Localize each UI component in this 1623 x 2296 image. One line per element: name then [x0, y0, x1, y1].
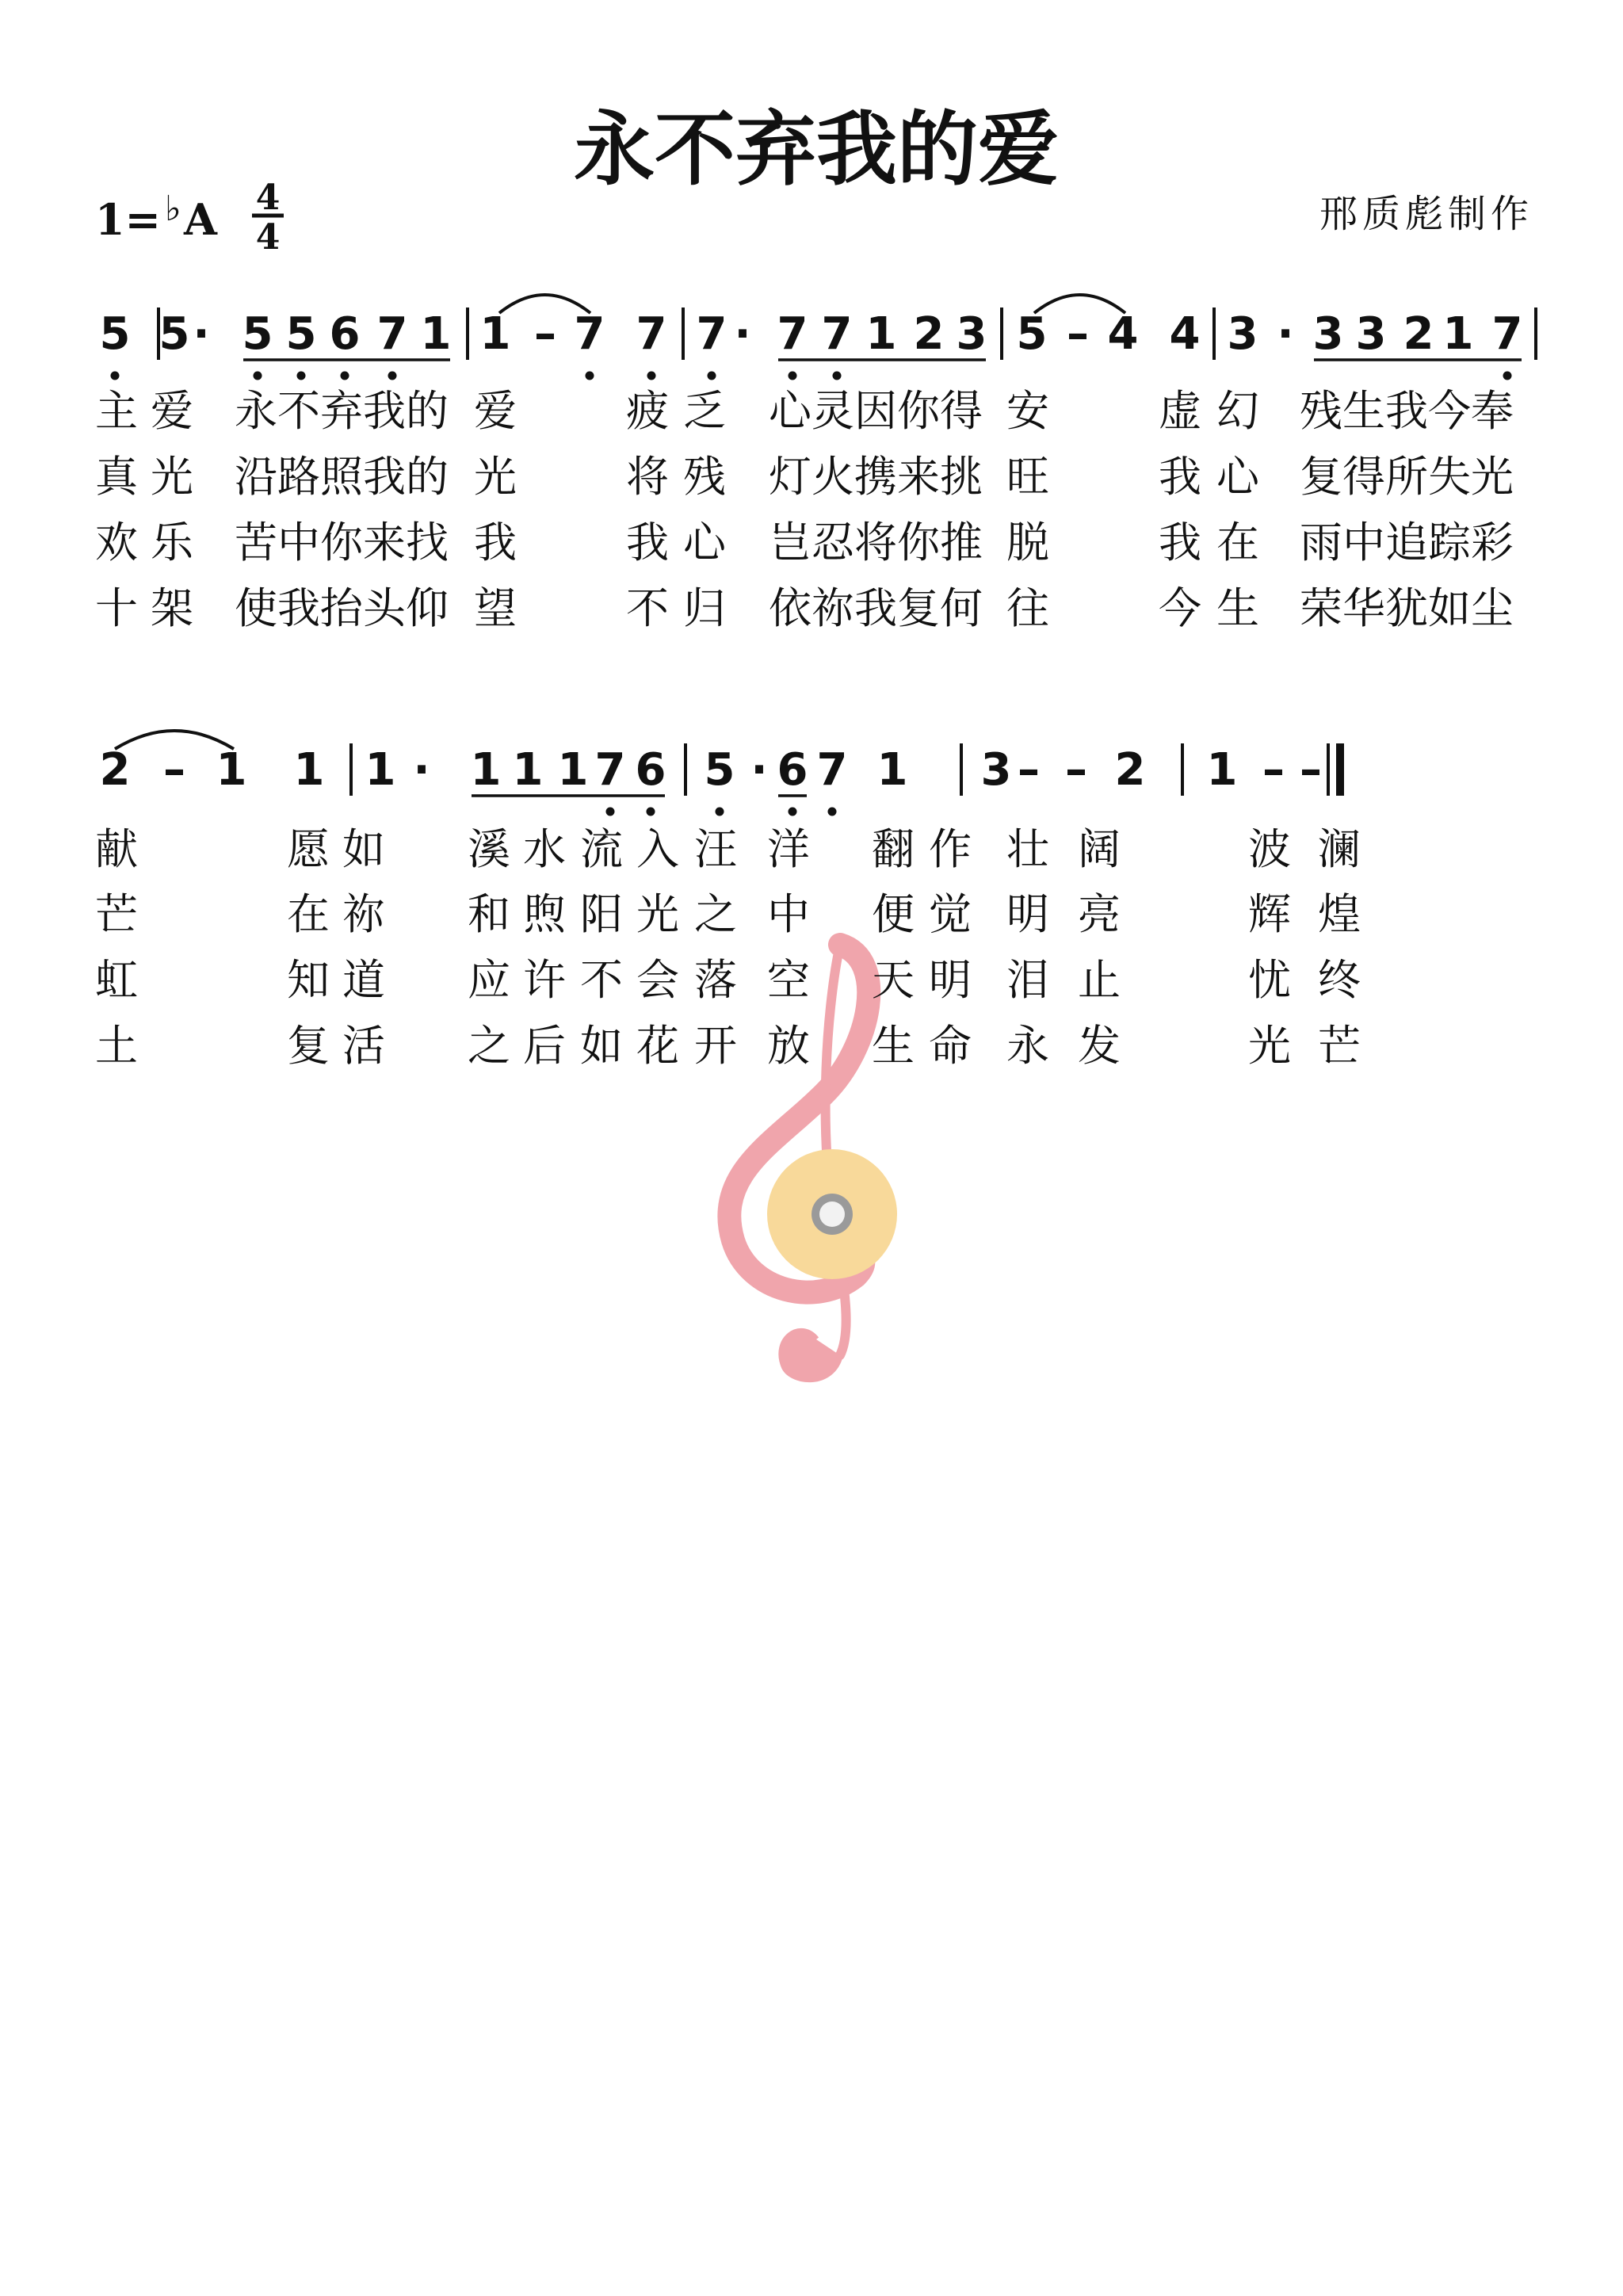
lyric-syllable: 愿 [287, 824, 330, 874]
lyric-syllable: 发 [1078, 1021, 1121, 1071]
note: 6 [329, 308, 361, 360]
lyric-syllable: 如 [342, 824, 385, 874]
lyric-syllable: 幻 [1216, 386, 1259, 436]
lyric-syllable: 光 [474, 452, 517, 502]
treble-clef-cd-icon [729, 945, 897, 1379]
lyric-syllable: 归 [683, 583, 726, 633]
low-octave-dot [586, 372, 594, 380]
note: 1 [216, 744, 247, 796]
note: 5 [158, 308, 190, 360]
lyric-syllable: 如 [580, 1021, 623, 1071]
note: 3 [1227, 308, 1258, 360]
lyric-syllable: 不 [580, 955, 623, 1005]
note: 2 [1403, 308, 1434, 360]
lyric-syllable: 煌 [1318, 889, 1361, 939]
dash-extension: – [1262, 744, 1285, 796]
lyric-syllable: 汪 [694, 824, 737, 874]
lyric-syllable: 十 [95, 583, 138, 633]
lyric-syllable: 土 [95, 1021, 138, 1071]
note: 7 [821, 308, 853, 360]
time-top: 4 [255, 178, 281, 218]
note: 1 [420, 308, 452, 360]
lyric-syllable: 永 [1006, 1021, 1049, 1071]
lyric-syllable: 澜 [1318, 824, 1361, 874]
lyric-syllable: 爱 [474, 386, 517, 436]
notation-line-2 [100, 731, 1344, 816]
note: 1 [512, 744, 544, 796]
lyric-syllable: 献 [95, 824, 138, 874]
note: 7 [816, 744, 848, 796]
low-octave-dot [606, 808, 615, 816]
lyric-syllable: 依祢我复何 [769, 583, 983, 633]
lyric-syllable: 祢 [342, 889, 385, 939]
note: 5 [99, 308, 131, 360]
lyric-syllable: 苦中你来找 [235, 518, 449, 567]
low-octave-dot [341, 372, 349, 380]
note: 2 [913, 308, 945, 360]
note: 1 [470, 744, 502, 796]
low-octave-dot [388, 372, 397, 380]
note: 3 [956, 308, 987, 360]
note: 1 [557, 744, 589, 796]
note: 5 [285, 308, 317, 360]
note: 1 [479, 308, 511, 360]
note: 1 [876, 744, 908, 796]
note: 5 [242, 308, 273, 360]
low-octave-dot [789, 808, 797, 816]
lyric-syllable: 不 [626, 583, 669, 633]
key-prefix: 1= [95, 194, 161, 245]
lyric-syllable: 后 [523, 1021, 566, 1071]
note: 6 [635, 744, 666, 796]
lyric-syllable: 许 [523, 955, 566, 1005]
note: 1 [865, 308, 897, 360]
lyric-syllable: 道 [342, 955, 385, 1005]
lyric-syllable: 忧 [1248, 955, 1291, 1005]
lyric-syllable: 波 [1248, 824, 1291, 874]
lyric-syllable: 疲 [626, 386, 669, 436]
time-bottom: 4 [255, 217, 281, 258]
low-octave-dot [254, 372, 262, 380]
lyric-syllable: 生 [1216, 583, 1259, 633]
lyric-syllable: 残生我今奉 [1300, 386, 1514, 436]
lyric-syllable: 今 [1159, 583, 1201, 633]
note: 7 [696, 308, 727, 360]
low-octave-dot [716, 808, 724, 816]
lyric-syllable: 生 [872, 1021, 915, 1071]
low-octave-dot [1503, 372, 1512, 380]
lyric-syllable: 辉 [1248, 889, 1291, 939]
lyrics-block-2 [95, 824, 1361, 1071]
lyric-syllable: 光 [1248, 1021, 1291, 1071]
lyric-syllable: 命 [929, 1021, 972, 1071]
dash-extension: – [1065, 744, 1087, 796]
lyric-syllable: 光 [636, 889, 679, 939]
flat-sign: ♭ [165, 189, 181, 229]
lyric-syllable: 入 [636, 824, 679, 874]
lyric-syllable: 觉 [929, 889, 972, 939]
notation-line-1 [100, 295, 1536, 380]
note: 2 [99, 744, 131, 796]
note: 7 [574, 308, 605, 360]
note: 7 [777, 308, 808, 360]
lyric-syllable: 泪 [1006, 955, 1049, 1005]
lyric-syllable: 光 [151, 452, 193, 502]
song-title: 永不弃我的爱 [574, 103, 1059, 197]
lyric-syllable: 虚 [1159, 386, 1201, 436]
lyric-syllable: 沿路照我的 [235, 452, 449, 502]
dash-extension: – [1067, 308, 1089, 360]
lyric-syllable: 心 [1216, 452, 1259, 502]
lyric-syllable: 芒 [95, 889, 138, 939]
lyric-syllable: 在 [287, 889, 330, 939]
lyric-syllable: 安 [1006, 386, 1049, 436]
low-octave-dot [111, 372, 120, 380]
lyric-syllable: 旺 [1006, 452, 1049, 502]
low-octave-dot [708, 372, 716, 380]
note: 3 [1312, 308, 1344, 360]
note: 6 [777, 744, 808, 796]
lyric-syllable: 使我抬头仰 [235, 583, 449, 633]
lyric-syllable: 将 [626, 452, 669, 502]
lyric-syllable: 乐 [151, 518, 193, 567]
lyric-syllable: 阔 [1078, 824, 1121, 874]
lyric-syllable: 我 [626, 518, 669, 567]
key-signature [95, 189, 218, 245]
lyric-syllable: 洋 [767, 824, 810, 874]
lyrics-block-1 [95, 386, 1514, 633]
lyric-syllable: 翻 [872, 824, 915, 874]
lyric-syllable: 明 [929, 955, 972, 1005]
lyric-syllable: 脱 [1006, 518, 1049, 567]
low-octave-dot [789, 372, 797, 380]
dash-extension: – [163, 744, 185, 796]
dash-extension: – [1018, 744, 1040, 796]
lyric-syllable: 荣华犹如尘 [1300, 583, 1514, 633]
lyric-syllable: 我 [1159, 452, 1201, 502]
arranger-credit: 邢质彪制作 [1319, 192, 1533, 236]
final-barline-thick [1336, 743, 1344, 796]
lyric-syllable: 阳 [580, 889, 623, 939]
lyric-syllable: 亮 [1078, 889, 1121, 939]
dot-extension: · [1277, 308, 1294, 360]
lyric-syllable: 心 [683, 518, 726, 567]
lyric-syllable: 会 [636, 955, 679, 1005]
lyric-syllable: 主 [95, 386, 138, 436]
lyric-syllable: 水 [523, 824, 566, 874]
note: 1 [293, 744, 325, 796]
note: 7 [636, 308, 667, 360]
note: 2 [1114, 744, 1146, 796]
lyric-syllable: 花 [636, 1021, 679, 1071]
dot-extension: · [734, 308, 751, 360]
lyric-syllable: 灯火携来挑 [769, 452, 983, 502]
lyric-syllable: 煦 [523, 889, 566, 939]
lyric-syllable: 我 [474, 518, 517, 567]
lyric-syllable: 复得所失光 [1300, 452, 1514, 502]
lyric-syllable: 落 [694, 955, 737, 1005]
note: 4 [1107, 308, 1139, 360]
lyric-syllable: 心灵因你得 [769, 386, 983, 436]
lyric-syllable: 永不弃我的 [235, 386, 449, 436]
note: 3 [1355, 308, 1387, 360]
lyric-syllable: 壮 [1006, 824, 1049, 874]
lyric-syllable: 活 [342, 1021, 385, 1071]
dash-extension: – [534, 308, 556, 360]
lyric-syllable: 开 [694, 1021, 737, 1071]
lyric-syllable: 便 [872, 889, 915, 939]
lyric-syllable: 中 [767, 889, 810, 939]
lyric-syllable: 爱 [151, 386, 193, 436]
lyric-syllable: 复 [287, 1021, 330, 1071]
time-signature [252, 178, 284, 258]
note: 7 [1491, 308, 1523, 360]
lyric-syllable: 流 [580, 824, 623, 874]
lyric-syllable: 之 [694, 889, 737, 939]
lyric-syllable: 在 [1216, 518, 1259, 567]
lyric-syllable: 望 [474, 583, 517, 633]
lyric-syllable: 空 [767, 955, 810, 1005]
lyric-syllable: 我 [1159, 518, 1201, 567]
lyric-syllable: 虹 [95, 955, 138, 1005]
note: 1 [365, 744, 396, 796]
lyric-syllable: 终 [1318, 955, 1361, 1005]
lyric-syllable: 往 [1006, 583, 1049, 633]
lyric-syllable: 芒 [1318, 1021, 1361, 1071]
lyric-syllable: 残 [683, 452, 726, 502]
dash-extension: – [1300, 744, 1322, 796]
lyric-syllable: 止 [1078, 955, 1121, 1005]
note: 7 [376, 308, 408, 360]
dot-extension: · [193, 308, 210, 360]
note: 5 [1016, 308, 1048, 360]
lyric-syllable: 作 [929, 824, 972, 874]
key-note: A [184, 194, 217, 245]
lyric-syllable: 放 [767, 1021, 810, 1071]
lyric-syllable: 岂忍将你推 [769, 518, 983, 567]
dot-extension: · [413, 744, 430, 796]
lyric-syllable: 溪 [468, 824, 510, 874]
lyric-syllable: 应 [468, 955, 510, 1005]
lyric-syllable: 雨中追踪彩 [1300, 518, 1514, 567]
lyric-syllable: 天 [872, 955, 915, 1005]
note: 7 [594, 744, 626, 796]
low-octave-dot [647, 808, 655, 816]
low-octave-dot [833, 372, 842, 380]
lyric-syllable: 真 [95, 452, 138, 502]
lyric-syllable: 欢 [95, 518, 138, 567]
lyric-syllable: 明 [1006, 889, 1049, 939]
note: 1 [1206, 744, 1238, 796]
note: 5 [704, 744, 735, 796]
lyric-syllable: 知 [287, 955, 330, 1005]
note: 4 [1169, 308, 1201, 360]
low-octave-dot [297, 372, 306, 380]
note: 3 [980, 744, 1012, 796]
lyric-syllable: 和 [468, 889, 510, 939]
low-octave-dot [828, 808, 837, 816]
note: 1 [1442, 308, 1474, 360]
dot-extension: · [750, 744, 768, 796]
lyric-syllable: 乏 [683, 386, 726, 436]
lyric-syllable: 之 [468, 1021, 510, 1071]
low-octave-dot [647, 372, 656, 380]
lyric-syllable: 架 [151, 583, 193, 633]
